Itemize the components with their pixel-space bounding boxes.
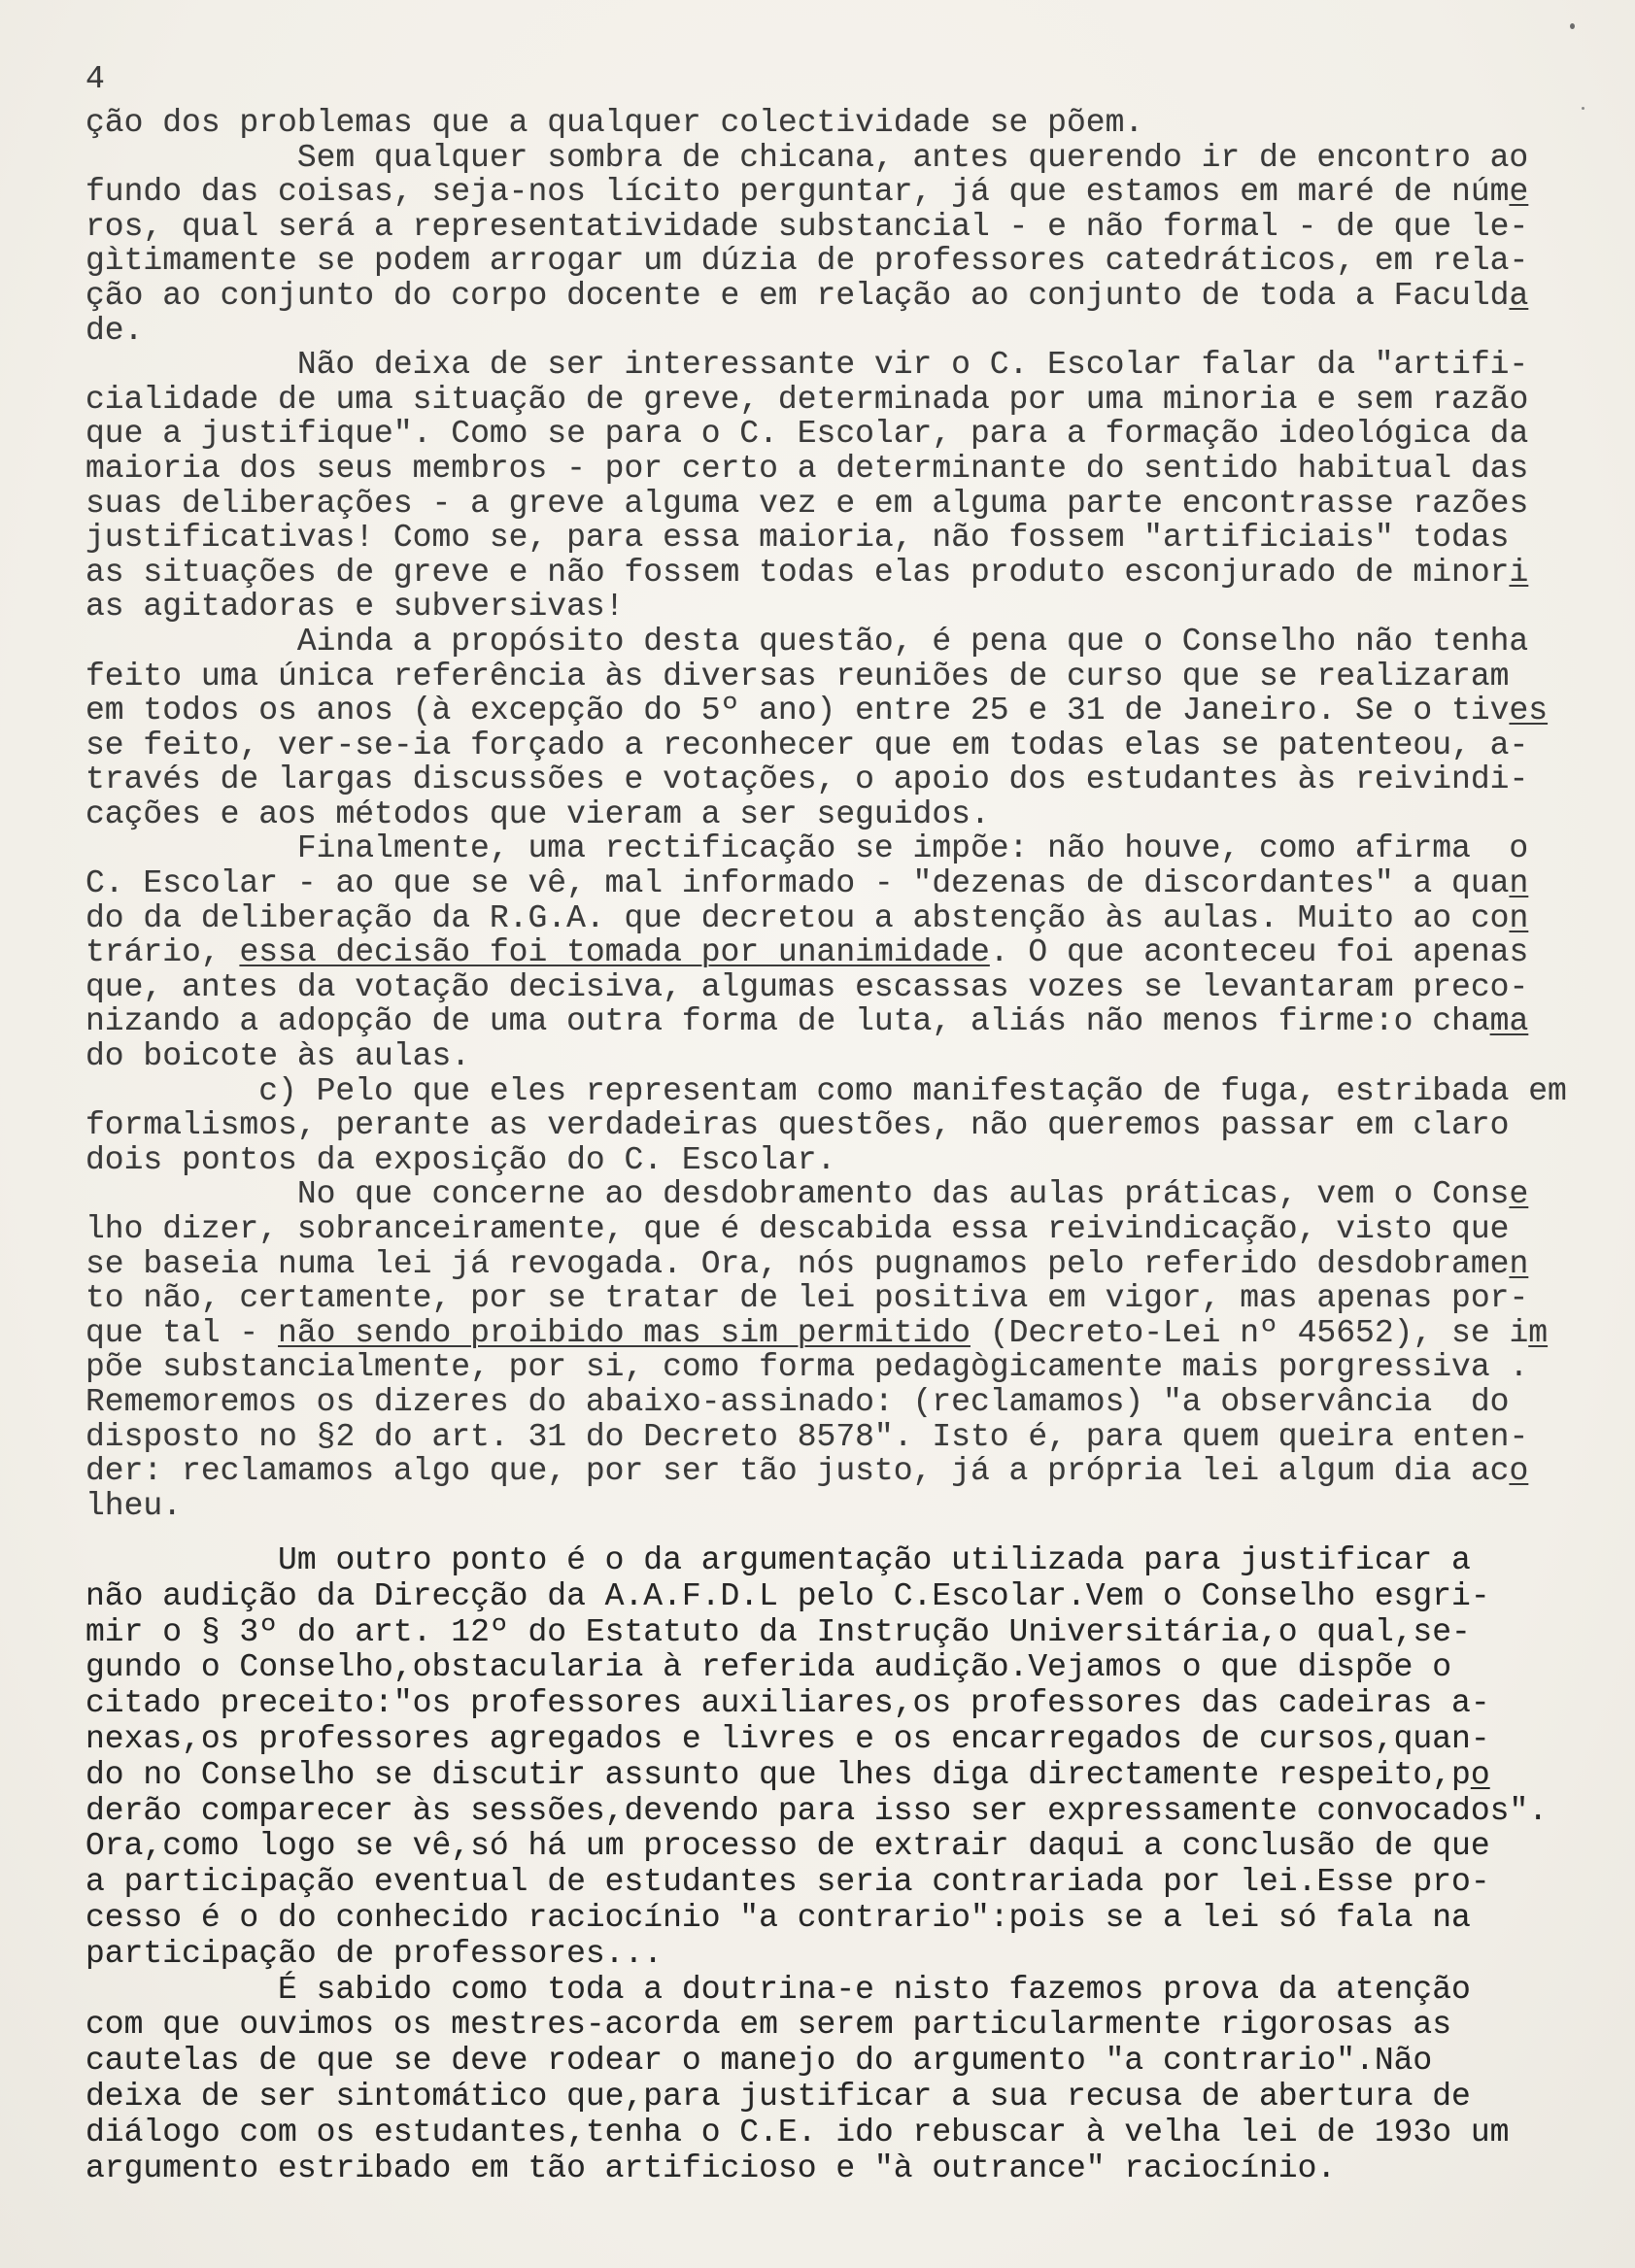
text-line: [85, 1247, 1611, 1282]
text-line: [85, 694, 1611, 728]
text-line: com que ouvimos os mestres-acorda em serem particularmente rigorosas as: [85, 2007, 1452, 2044]
underlined-text: ma: [1489, 1003, 1529, 1040]
text-line: suas deliberações - a greve alguma vez e em alguma parte encontrasse razões: [85, 485, 1529, 522]
paper-speck: [1570, 23, 1575, 29]
text-line: cialidade de uma situação de greve, determinada por uma minoria e sem razão: [85, 381, 1529, 418]
text-segment: ção ao conjunto do corpo docente e em relação ao conjunto de toda a Faculd: [85, 277, 1510, 314]
text-line: Sem qualquer sombra de chicana, antes querendo ir de encontro ao: [296, 139, 1529, 176]
text-line: [85, 556, 1611, 591]
paragraph: [85, 141, 1611, 349]
text-line: as agitadoras e subversivas!: [85, 589, 625, 626]
text-segment: No que concerne ao desdobramento das aulas práticas, vem o Cons: [296, 1176, 1510, 1213]
text-line: de.: [85, 312, 144, 349]
text-segment: nizando a adopção de uma outra forma de luta, aliás não menos firme:o cha: [85, 1003, 1490, 1040]
text-segment: C. Escolar - ao que se vê, mal informado - "dezenas de discordantes" a qua: [85, 865, 1510, 902]
text-line: [85, 1758, 1611, 1794]
text-segment: . O que aconteceu foi apenas: [989, 934, 1529, 971]
text-line: [85, 1316, 1611, 1351]
text-segment: (Decreto-Lei nº 45652), se i: [970, 1314, 1529, 1351]
text-line: Ora,como logo se vê,só há um processo de extrair daqui a conclusão de que: [85, 1828, 1490, 1865]
text-line: disposto no §2 do art. 31 do Decreto 8578". Isto é, para quem queira enten-: [85, 1418, 1529, 1455]
text-line: feito uma única referência às diversas reuniões de curso que se realizaram: [85, 658, 1510, 694]
text-line: cações e aos métodos que vieram a ser seguidos.: [85, 795, 990, 832]
paragraph: [85, 625, 1611, 832]
text-line: [85, 1177, 1611, 1212]
text-line: diálogo com os estudantes,tenha o C.E. ido rebuscar à velha lei de 193o um: [85, 2114, 1510, 2150]
text-line: dois pontos da exposição do C. Escolar.: [85, 1141, 836, 1178]
text-line: [85, 1004, 1611, 1039]
underlined-text: e: [1509, 1176, 1529, 1213]
text-line: justificativas! Como se, para essa maioria, não fossem "artificiais" todas: [85, 520, 1510, 557]
page-number: 4: [85, 61, 105, 97]
paragraph: [85, 831, 1611, 1073]
text-line: gundo o Conselho,obstacularia à referida audição.Vejamos o que dispõe o: [85, 1649, 1452, 1686]
text-line: to não, certamente, por se tratar de lei positiva em vigor, mas apenas por-: [85, 1280, 1529, 1317]
underlined-text: i: [1509, 554, 1529, 591]
text-line: a participação eventual de estudantes seria contrariada por lei.Esse pro-: [85, 1864, 1490, 1901]
text-line: citado preceito:"os professores auxiliares,os professores das cadeiras a-: [85, 1685, 1490, 1722]
text-line: [85, 175, 1611, 210]
text-line: [85, 901, 1611, 936]
text-line: Ainda a propósito desta questão, é pena que o Conselho não tenha: [296, 623, 1529, 660]
text-line: mir o § 3º do art. 12º do Estatuto da Instrução Universitária,o qual,se-: [85, 1613, 1471, 1650]
text-line: nexas,os professores agregados e livres e os encarregados de cursos,quan-: [85, 1720, 1490, 1757]
paragraph: [85, 1973, 1611, 2187]
text-line: Um outro ponto é o da argumentação utilizada para justificar a: [278, 1542, 1471, 1578]
text-line: não audição da Direcção da A.A.F.D.L pelo C.Escolar.Vem o Conselho esgri-: [85, 1577, 1490, 1614]
text-line: participação de professores...: [85, 1935, 664, 1972]
text-segment: do da deliberação da R.G.A. que decretou a abstenção às aulas. Muito ao co: [85, 899, 1510, 936]
text-line: [85, 866, 1611, 901]
text-line: [85, 935, 1611, 970]
text-line: derão comparecer às sessões,devendo para isso ser expressamente convocados".: [85, 1792, 1549, 1829]
text-segment: der: reclamamos algo que, por ser tão justo, já a própria lei algum dia ac: [85, 1453, 1510, 1490]
underlined-text: n: [1509, 865, 1529, 902]
underlined-text: o: [1470, 1756, 1490, 1793]
text-line: [85, 279, 1611, 314]
text-segment: as situações de greve e não fossem todas elas produto esconjurado de minor: [85, 554, 1510, 591]
paragraph: [85, 348, 1611, 625]
underlined-text: o: [1509, 1453, 1529, 1490]
text-line: formalismos, perante as verdadeiras questões, não queremos passar em claro: [85, 1107, 1510, 1144]
text-line: Rememoremos os dizeres do abaixo-assinado: (reclamamos) "a observância do: [85, 1383, 1510, 1420]
underlined-text: n: [1509, 899, 1529, 936]
text-line: deixa de ser sintomático que,para justificar a sua recusa de abertura de: [85, 2078, 1471, 2115]
text-line: põe substancialmente, por si, como forma pedagògicamente mais porgressiva .: [85, 1349, 1529, 1386]
text-segment: trário,: [85, 934, 240, 971]
paragraph: [85, 1543, 1611, 1973]
paragraph: [85, 106, 1611, 141]
text-block: [85, 106, 1611, 1523]
text-segment: em todos os anos (à excepção do 5º ano) entre 25 e 31 de Janeiro. Se o tiv: [85, 693, 1510, 729]
text-segment: que tal -: [85, 1314, 279, 1351]
text-segment: fundo das coisas, seja-nos lícito perguntar, já que estamos em maré de núm: [85, 174, 1510, 211]
text-line: [85, 1454, 1611, 1489]
text-line: ros, qual será a representatividade substancial - e não formal - de que le-: [85, 208, 1529, 245]
text-block: [85, 1543, 1611, 2186]
text-line: argumento estribado em tão artificioso e "à outrance" raciocínio.: [85, 2150, 1337, 2186]
text-line: c) Pelo que eles representam como manifestação de fuga, estribada em: [258, 1072, 1567, 1109]
text-line: cesso é o do conhecido raciocínio "a contrario":pois se a lei só fala na: [85, 1899, 1471, 1936]
text-segment: se baseia numa lei já revogada. Ora, nós pugnamos pelo referido desdobrame: [85, 1245, 1510, 1282]
text-line: que a justifique". Como se para o C. Escolar, para a formação ideológica da: [85, 416, 1529, 453]
underlined-text: es: [1509, 693, 1549, 729]
underlined-text: n: [1509, 1245, 1529, 1282]
paragraph: [85, 1177, 1611, 1523]
text-segment: do no Conselho se discutir assunto que lhes diga directamente respeito,p: [85, 1756, 1471, 1793]
text-line: ção dos problemas que a qualquer colectividade se põem.: [85, 105, 1144, 141]
text-line: lheu.: [85, 1487, 183, 1524]
underlined-text: essa decisão foi tomada por unanimidade: [239, 934, 990, 971]
text-line: se feito, ver-se-ia forçado a reconhecer que em todas elas se patenteou, a-: [85, 727, 1529, 763]
underlined-text: não sendo proibido mas sim permitido: [278, 1314, 971, 1351]
text-line: gìtimamente se podem arrogar um dúzia de professores catedráticos, em rela-: [85, 243, 1529, 280]
text-line: que, antes da votação decisiva, algumas escassas vozes se levantaram preco-: [85, 968, 1529, 1005]
underlined-text: a: [1509, 277, 1529, 314]
paragraph: [85, 1074, 1611, 1178]
underlined-text: m: [1528, 1314, 1549, 1351]
text-line: Finalmente, uma rectificação se impõe: não houve, como afirma o: [296, 830, 1529, 867]
text-line: través de largas discussões e votações, o apoio dos estudantes às reivindi-: [85, 762, 1529, 798]
text-line: cautelas de que se deve rodear o manejo do argumento "a contrario".Não: [85, 2043, 1433, 2080]
text-line: Não deixa de ser interessante vir o C. Escolar falar da "artifi-: [296, 347, 1529, 384]
paper-speck: [1582, 107, 1584, 110]
text-line: É sabido como toda a doutrina-e nisto fazemos prova da atenção: [278, 1971, 1471, 2008]
text-line: maioria dos seus membros - por certo a determinante do sentido habitual das: [85, 450, 1529, 487]
body-text: [85, 0, 1611, 2268]
text-line: lho dizer, sobranceiramente, que é descabida essa reivindicação, visto que: [85, 1211, 1510, 1247]
text-line: do boicote às aulas.: [85, 1038, 471, 1075]
underlined-text: e: [1509, 174, 1529, 211]
